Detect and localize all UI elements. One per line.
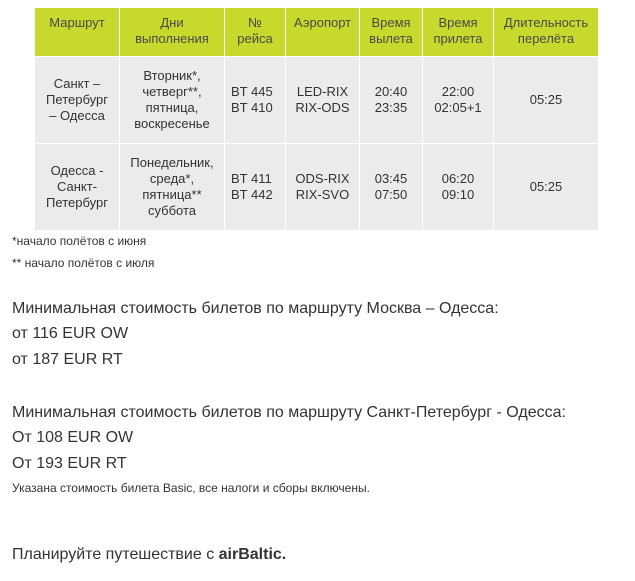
footnote-july: ** начало полётов с июля [12,256,155,270]
table-header-row [35,8,598,56]
cell-line: суббота [147,203,197,218]
header-route [35,8,119,56]
cell-line: 03:45 [374,171,408,186]
cell-line: 07:50 [374,187,408,202]
cell-line: 09:10 [441,187,475,202]
cell-duration: 05:25 [494,57,598,143]
cell-airports [286,57,359,143]
cell-line: 20:40 [374,84,408,99]
cell-line: 23:35 [374,100,408,115]
cell-line: RIX-ODS [295,100,350,115]
closing-line [12,546,286,564]
cell-line: ODS-RIX [295,171,350,186]
cell-line: 06:20 [441,171,475,186]
cell-route [35,144,119,230]
cell-line: рейса [237,31,273,46]
closing-prefix: Планируйте путешествие с [12,546,219,563]
cell-departure [360,144,422,230]
cell-line: воскресенье [134,116,210,131]
header-departure [360,8,422,56]
moscow-price-rt: от 187 EUR RT [12,351,123,368]
cell-line: BT 411 [231,171,272,186]
cell-line: Время [371,15,411,30]
header-flight-number [225,8,285,56]
cell-line: Вторник*, [143,68,201,83]
cell-line: BT 442 [231,187,273,202]
cell-route [35,57,119,143]
brand-name: airBaltic. [218,546,287,563]
cell-flights [225,144,285,230]
cell-line: Время [438,15,478,30]
spb-price-heading: Минимальная стоимость билетов по маршруту Санкт-Петербург - Одесса: [12,404,566,421]
cell-line: Санкт – [53,76,101,91]
cell-line: Маршрут [49,15,105,30]
cell-airports [286,144,359,230]
cell-line: перелёта [517,31,575,46]
cell-arrival [423,144,493,230]
header-airport [286,8,359,56]
cell-line: RIX-SVO [295,187,350,202]
table-row [35,57,598,143]
header-days [120,8,224,56]
cell-line: четверг**, [142,84,202,99]
flight-schedule-table [34,7,599,231]
cell-line: выполнения [135,31,209,46]
cell-line: пятница** [142,187,202,202]
cell-line: № [248,15,262,30]
moscow-price-heading: Минимальная стоимость билетов по маршруту Москва – Одесса: [12,300,499,317]
cell-line: среда*, [149,171,195,186]
cell-departure [360,57,422,143]
cell-line: вылета [369,31,413,46]
cell-line: пятница, [145,100,199,115]
cell-line: прилета [433,31,483,46]
cell-arrival [423,57,493,143]
cell-line: 02:05+1 [434,100,482,115]
cell-line: LED-RIX [296,84,349,99]
cell-line: Длительность [503,15,589,30]
footnote-june: *начало полётов с июня [12,234,147,248]
cell-line: – Одесса [49,108,105,123]
price-disclaimer: Указана стоимость билета Basic, все налоги и сборы включены. [12,481,370,495]
table-row [35,144,598,230]
cell-flights [225,57,285,143]
moscow-price-ow: от 116 EUR OW [12,325,129,342]
cell-line: Аэропорт [293,15,352,30]
cell-days [120,57,224,143]
cell-duration: 05:25 [494,144,598,230]
header-arrival [423,8,493,56]
cell-line: Одесса - [50,163,104,178]
header-duration [494,8,598,56]
cell-days [120,144,224,230]
cell-line: Санкт- [56,179,98,194]
cell-line: BT 445 [231,84,273,99]
cell-line: BT 410 [231,100,273,115]
cell-line: 22:00 [441,84,475,99]
cell-line: Петербург [46,195,108,210]
cell-line: Петербург [46,92,108,107]
cell-line: Дни [160,15,184,30]
spb-price-rt: От 193 EUR RT [12,455,127,472]
cell-line: Понедельник, [130,155,214,170]
spb-price-ow: От 108 EUR OW [12,429,134,446]
